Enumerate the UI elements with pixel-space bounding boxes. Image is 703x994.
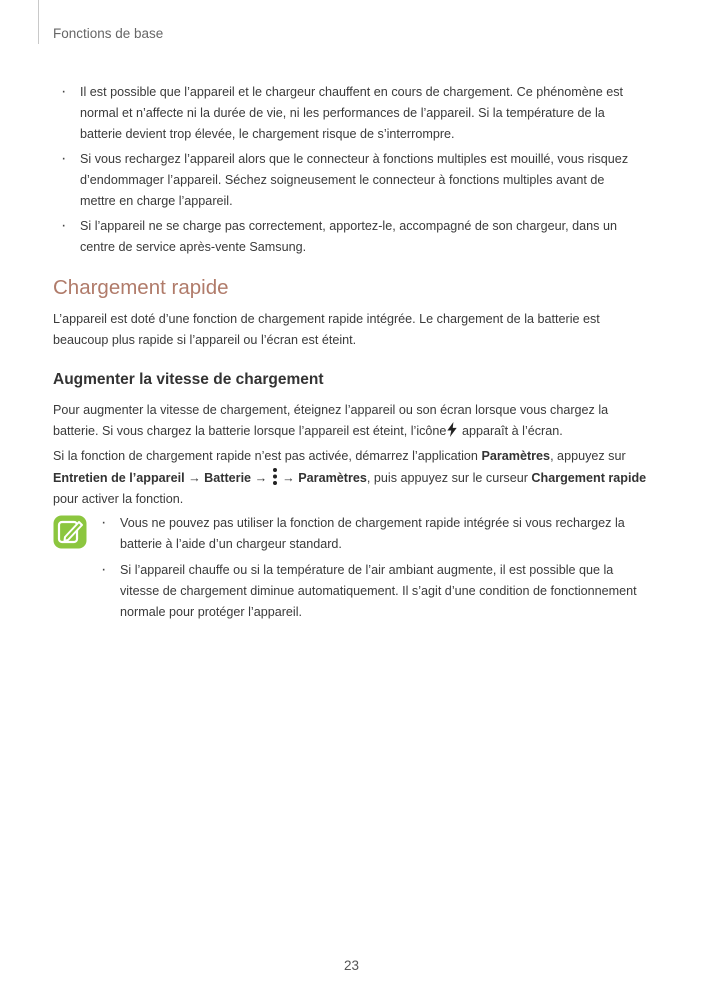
section-title: Chargement rapide [53,276,229,299]
note-pencil-icon [53,515,87,549]
page-number: 23 [343,958,360,973]
note-bullet-list [120,513,642,628]
lightning-bolt-icon [446,422,458,437]
list-item: · Il est possible que l’appareil et le chargeur chauffent en cours de chargement. Ce phénomène est normal et n’affecte ni la durée de vie, ni les performances de l’appareil. Si la température de la batterie devient trop élevée, le chargement risque de s’interrompre. [80,82,642,145]
subsection-title: Augmenter la vitesse de chargement [53,371,324,388]
section-header: Fonctions de base [53,26,164,41]
list-item: · Si vous rechargez l’appareil alors que le connecteur à fonctions multiples est mouillé, vous risquez d’endommager l’appareil. Séchez soigneusement le connecteur à fonctions multiples avant de mettre en charge l’appareil. [80,149,642,212]
section-paragraph: L’appareil est doté d’une fonction de chargement rapide intégrée. Le chargement de la batterie est beaucoup plus rapide si l’appareil ou l’écran est éteint. [53,312,600,347]
list-item: · Si l’appareil ne se charge pas correctement, apportez-le, accompagné de son chargeur, dans un centre de service après-vente Samsung. [80,216,642,258]
paragraph-activate: Si la fonction de chargement rapide n’est pas activée, démarrez l’application Paramètres, appuyez sur Entretien de l’appareil → Batterie → → Paramètres, puis appuyez sur le curseur Chargement rapide pour activer la fonction. [53,449,647,506]
paragraph-speed: Pour augmenter la vitesse de chargement, éteignez l’appareil ou son écran lorsque vous chargez la batterie. Si vous chargez la batterie lorsque l’appareil est éteint, l’icône apparaît à l’écran. [53,403,609,438]
more-options-icon [271,467,279,486]
intro-bullet-list [80,82,642,262]
list-item: · Si l’appareil chauffe ou si la température de l’air ambiant augmente, il est possible que la vitesse de chargement diminue automatiquement. Il s’agit d’une condition de fonctionnement normale pour protéger l’appareil. [120,560,642,623]
list-item: · Vous ne pouvez pas utiliser la fonction de chargement rapide intégrée si vous rechargez la batterie à l’aide d’un chargeur standard. [120,513,642,555]
header-rule [38,0,39,44]
